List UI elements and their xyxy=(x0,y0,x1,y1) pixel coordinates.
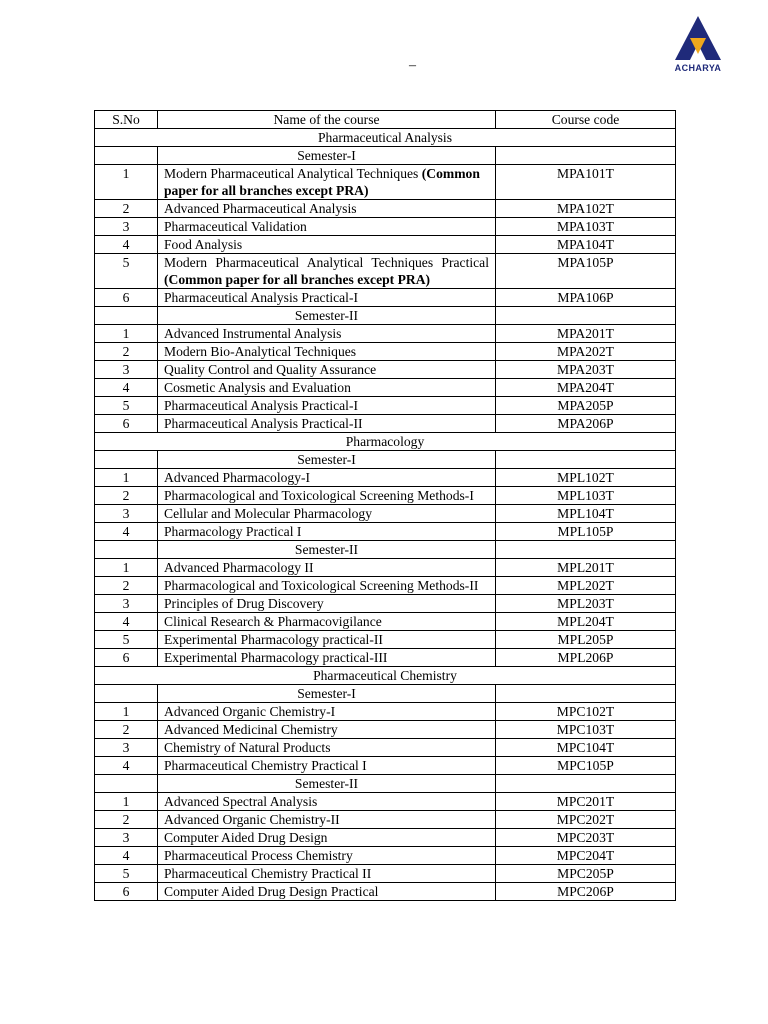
course-code: MPL205P xyxy=(496,631,676,649)
course-name-cell xyxy=(158,487,496,505)
course-code: MPA101T xyxy=(496,165,676,200)
table-row xyxy=(95,811,676,829)
course-name: Experimental Pharmacology practical-III xyxy=(164,650,388,665)
course-name-cell xyxy=(158,415,496,433)
course-note: (Common paper for all branches except PRA) xyxy=(164,166,480,198)
table-row xyxy=(95,236,676,254)
course-code: MPA104T xyxy=(496,236,676,254)
semester-label: Semester-II xyxy=(158,541,496,559)
course-sno: 2 xyxy=(95,811,158,829)
course-name-cell xyxy=(158,757,496,775)
course-code: MPL105P xyxy=(496,523,676,541)
course-name-cell xyxy=(158,883,496,901)
semester-blank-cell xyxy=(95,775,158,793)
course-code: MPC102T xyxy=(496,703,676,721)
semester-blank-cell xyxy=(496,451,676,469)
table-row xyxy=(95,200,676,218)
course-name-cell xyxy=(158,577,496,595)
course-name: Pharmaceutical Analysis Practical-I xyxy=(164,290,359,305)
course-name: Pharmaceutical Chemistry Practical I xyxy=(164,758,367,773)
course-sno: 5 xyxy=(95,254,158,289)
course-name: Pharmaceutical Chemistry Practical II xyxy=(164,866,372,881)
semester-blank-cell xyxy=(95,451,158,469)
table-row xyxy=(95,487,676,505)
course-sno: 1 xyxy=(95,703,158,721)
course-name-cell xyxy=(158,703,496,721)
course-name: Cosmetic Analysis and Evaluation xyxy=(164,380,351,395)
course-name: Quality Control and Quality Assurance xyxy=(164,362,377,377)
course-name-cell xyxy=(158,793,496,811)
semester-blank-cell xyxy=(95,541,158,559)
course-name: Pharmaceutical Process Chemistry xyxy=(164,848,353,863)
course-name-cell xyxy=(158,200,496,218)
course-note: (Common paper for all branches except PRA) xyxy=(164,272,431,287)
course-sno: 6 xyxy=(95,649,158,667)
semester-row xyxy=(95,451,676,469)
course-name: Advanced Spectral Analysis xyxy=(164,794,318,809)
semester-label: Semester-II xyxy=(158,775,496,793)
course-sno: 3 xyxy=(95,505,158,523)
course-name: Experimental Pharmacology practical-II xyxy=(164,632,383,647)
course-name-cell xyxy=(158,739,496,757)
course-code: MPL104T xyxy=(496,505,676,523)
table-row xyxy=(95,254,676,289)
course-code: MPC202T xyxy=(496,811,676,829)
course-sno: 1 xyxy=(95,793,158,811)
course-code: MPC204T xyxy=(496,847,676,865)
table-row xyxy=(95,631,676,649)
acharya-logo xyxy=(668,14,728,76)
table-row xyxy=(95,559,676,577)
course-name: Advanced Instrumental Analysis xyxy=(164,326,342,341)
semester-blank-cell xyxy=(95,147,158,165)
course-sno: 6 xyxy=(95,289,158,307)
course-name: Chemistry of Natural Products xyxy=(164,740,331,755)
course-code: MPC103T xyxy=(496,721,676,739)
course-name: Pharmaceutical Validation xyxy=(164,219,307,234)
course-sno: 1 xyxy=(95,469,158,487)
course-name-cell xyxy=(158,811,496,829)
table-row xyxy=(95,343,676,361)
table-row xyxy=(95,379,676,397)
course-name-cell xyxy=(158,218,496,236)
course-name-cell xyxy=(158,325,496,343)
course-code: MPA103T xyxy=(496,218,676,236)
course-code: MPA201T xyxy=(496,325,676,343)
course-sno: 1 xyxy=(95,559,158,577)
semester-label: Semester-I xyxy=(158,147,496,165)
header-course-name: Name of the course xyxy=(158,111,496,129)
course-name: Pharmaceutical Analysis Practical-I xyxy=(164,398,359,413)
semester-label: Semester-I xyxy=(158,685,496,703)
course-name: Modern Bio-Analytical Techniques xyxy=(164,344,357,359)
course-name: Principles of Drug Discovery xyxy=(164,596,324,611)
course-sno: 2 xyxy=(95,487,158,505)
course-name-cell xyxy=(158,254,496,289)
course-sno: 4 xyxy=(95,613,158,631)
semester-blank-cell xyxy=(496,775,676,793)
course-name-cell xyxy=(158,505,496,523)
course-code: MPL102T xyxy=(496,469,676,487)
course-name: Pharmacological and Toxicological Screening Methods-I xyxy=(164,488,474,503)
course-name: Advanced Organic Chemistry-I xyxy=(164,704,336,719)
semester-row xyxy=(95,685,676,703)
semester-row xyxy=(95,307,676,325)
course-name-cell xyxy=(158,523,496,541)
course-name-cell xyxy=(158,343,496,361)
course-code: MPL204T xyxy=(496,613,676,631)
course-code: MPC201T xyxy=(496,793,676,811)
course-sno: 3 xyxy=(95,739,158,757)
course-code: MPC206P xyxy=(496,883,676,901)
top-dash-mark: – xyxy=(409,58,416,73)
course-name-cell xyxy=(158,379,496,397)
course-sno: 3 xyxy=(95,218,158,236)
table-header-row xyxy=(95,111,676,129)
table-row xyxy=(95,469,676,487)
table-row xyxy=(95,218,676,236)
course-sno: 1 xyxy=(95,165,158,200)
course-name-cell xyxy=(158,649,496,667)
course-name: Modern Pharmaceutical Analytical Techniques Practical xyxy=(164,255,489,270)
course-sno: 4 xyxy=(95,236,158,254)
course-name: Advanced Pharmaceutical Analysis xyxy=(164,201,357,216)
header-course-code: Course code xyxy=(496,111,676,129)
course-sno: 1 xyxy=(95,325,158,343)
course-sno: 2 xyxy=(95,200,158,218)
course-name-cell xyxy=(158,847,496,865)
course-sno: 6 xyxy=(95,415,158,433)
course-code: MPA206P xyxy=(496,415,676,433)
course-code: MPL201T xyxy=(496,559,676,577)
table-row xyxy=(95,865,676,883)
section-title: Pharmaceutical Analysis xyxy=(95,129,676,147)
course-name-cell xyxy=(158,289,496,307)
table-row xyxy=(95,415,676,433)
course-code: MPA202T xyxy=(496,343,676,361)
course-sno: 3 xyxy=(95,595,158,613)
course-sno: 4 xyxy=(95,757,158,775)
semester-blank-cell xyxy=(95,685,158,703)
course-name: Computer Aided Drug Design xyxy=(164,830,328,845)
course-name: Advanced Medicinal Chemistry xyxy=(164,722,338,737)
course-code: MPC203T xyxy=(496,829,676,847)
course-sno: 3 xyxy=(95,361,158,379)
course-sno: 3 xyxy=(95,829,158,847)
course-code: MPA205P xyxy=(496,397,676,415)
course-sno: 5 xyxy=(95,631,158,649)
header-sno: S.No xyxy=(95,111,158,129)
semester-row xyxy=(95,147,676,165)
semester-label: Semester-II xyxy=(158,307,496,325)
course-code: MPL206P xyxy=(496,649,676,667)
course-name-cell xyxy=(158,631,496,649)
course-name: Pharmaceutical Analysis Practical-II xyxy=(164,416,363,431)
course-name-cell xyxy=(158,469,496,487)
course-sno: 4 xyxy=(95,847,158,865)
table-row xyxy=(95,505,676,523)
section-row xyxy=(95,433,676,451)
table-row xyxy=(95,649,676,667)
course-code: MPA105P xyxy=(496,254,676,289)
course-name-cell xyxy=(158,613,496,631)
course-code: MPC205P xyxy=(496,865,676,883)
course-code: MPL103T xyxy=(496,487,676,505)
course-sno: 4 xyxy=(95,379,158,397)
course-name: Modern Pharmaceutical Analytical Techniques xyxy=(164,166,419,181)
course-name-cell xyxy=(158,865,496,883)
course-name-cell xyxy=(158,361,496,379)
course-name: Advanced Organic Chemistry-II xyxy=(164,812,340,827)
section-title: Pharmacology xyxy=(95,433,676,451)
semester-blank-cell xyxy=(496,685,676,703)
table-row xyxy=(95,325,676,343)
table-row xyxy=(95,397,676,415)
course-name: Computer Aided Drug Design Practical xyxy=(164,884,379,899)
semester-label: Semester-I xyxy=(158,451,496,469)
course-table xyxy=(94,110,676,901)
course-name: Pharmacology Practical I xyxy=(164,524,302,539)
course-name-cell xyxy=(158,721,496,739)
course-table-body xyxy=(95,111,676,901)
semester-row xyxy=(95,541,676,559)
semester-row xyxy=(95,775,676,793)
course-name: Cellular and Molecular Pharmacology xyxy=(164,506,372,521)
semester-blank-cell xyxy=(95,307,158,325)
course-sno: 2 xyxy=(95,721,158,739)
course-sno: 6 xyxy=(95,883,158,901)
course-code: MPA106P xyxy=(496,289,676,307)
course-sno: 5 xyxy=(95,397,158,415)
course-name: Clinical Research & Pharmacovigilance xyxy=(164,614,382,629)
course-sno: 2 xyxy=(95,577,158,595)
table-row xyxy=(95,361,676,379)
course-code: MPC105P xyxy=(496,757,676,775)
course-sno: 4 xyxy=(95,523,158,541)
course-code: MPA204T xyxy=(496,379,676,397)
table-row xyxy=(95,829,676,847)
table-row xyxy=(95,577,676,595)
logo-emblem-icon xyxy=(668,14,728,64)
course-name: Advanced Pharmacology II xyxy=(164,560,314,575)
table-row xyxy=(95,523,676,541)
semester-blank-cell xyxy=(496,147,676,165)
course-sno: 2 xyxy=(95,343,158,361)
section-row xyxy=(95,129,676,147)
logo-text: ACHARYA xyxy=(674,63,722,73)
course-name: Food Analysis xyxy=(164,237,243,252)
table-row xyxy=(95,721,676,739)
section-title: Pharmaceutical Chemistry xyxy=(95,667,676,685)
course-name: Pharmacological and Toxicological Screening Methods-II xyxy=(164,578,479,593)
semester-blank-cell xyxy=(496,541,676,559)
table-row xyxy=(95,703,676,721)
course-code: MPL203T xyxy=(496,595,676,613)
table-row xyxy=(95,757,676,775)
semester-blank-cell xyxy=(496,307,676,325)
section-row xyxy=(95,667,676,685)
course-code: MPC104T xyxy=(496,739,676,757)
course-name-cell xyxy=(158,397,496,415)
course-code: MPL202T xyxy=(496,577,676,595)
table-row xyxy=(95,883,676,901)
table-row xyxy=(95,165,676,200)
table-row xyxy=(95,793,676,811)
table-row xyxy=(95,613,676,631)
course-sno: 5 xyxy=(95,865,158,883)
course-name-cell xyxy=(158,559,496,577)
table-row xyxy=(95,289,676,307)
course-code: MPA102T xyxy=(496,200,676,218)
course-name: Advanced Pharmacology-I xyxy=(164,470,311,485)
course-name-cell xyxy=(158,829,496,847)
table-row xyxy=(95,595,676,613)
course-name-cell xyxy=(158,165,496,200)
course-code: MPA203T xyxy=(496,361,676,379)
table-row xyxy=(95,847,676,865)
table-row xyxy=(95,739,676,757)
course-name-cell xyxy=(158,236,496,254)
course-name-cell xyxy=(158,595,496,613)
